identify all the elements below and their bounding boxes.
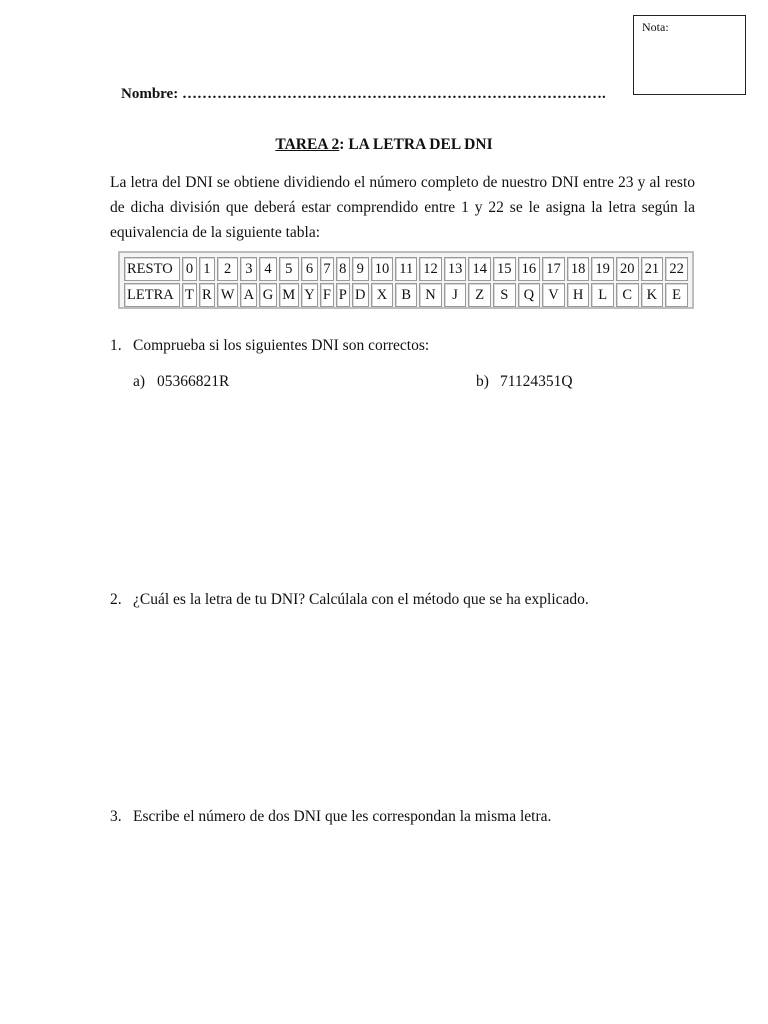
question-1: [110, 337, 429, 355]
letra-cell: V: [542, 283, 565, 307]
subitem-label: a): [133, 373, 146, 390]
name-line: Nombre: ………………………………………………………………………….: [121, 86, 606, 102]
intro-paragraph: [110, 170, 695, 245]
grade-label: Nota:: [642, 20, 669, 34]
question-3: [110, 808, 551, 826]
dni-table: [122, 255, 690, 309]
resto-cell: 6: [301, 257, 318, 281]
subitem-b: [476, 373, 573, 391]
subitem-value: 71124351Q: [500, 373, 573, 390]
resto-cell: 10: [371, 257, 394, 281]
intro-line: de dicha división que deberá estar comprendido entre 1 y 22 se le asigna la letra según la: [110, 199, 695, 216]
letra-cell: D: [352, 283, 369, 307]
question-text: Escribe el número de dos DNI que les correspondan la misma letra.: [133, 808, 552, 825]
question-number: 3.: [110, 808, 122, 825]
resto-cell: 7: [320, 257, 334, 281]
resto-cell: 22: [665, 257, 688, 281]
title-task-number: TAREA 2: [275, 136, 340, 153]
worksheet-title: [0, 136, 768, 154]
letra-cell: X: [371, 283, 394, 307]
dni-letter-table: [118, 251, 694, 309]
resto-cell: 8: [336, 257, 350, 281]
question-text: ¿Cuál es la letra de tu DNI? Calcúlala con el método que se ha explicado.: [133, 591, 589, 608]
resto-cell: 3: [240, 257, 257, 281]
question-number: 1.: [110, 337, 122, 354]
letra-cell: J: [444, 283, 467, 307]
resto-cell: 14: [468, 257, 491, 281]
letra-cell: S: [493, 283, 516, 307]
letra-cell: M: [279, 283, 299, 307]
resto-cell: 1: [199, 257, 215, 281]
letra-cell: E: [665, 283, 688, 307]
letra-cell: Y: [301, 283, 318, 307]
resto-cell: 11: [395, 257, 417, 281]
letra-cell: Q: [518, 283, 541, 307]
letra-cell: Z: [468, 283, 491, 307]
letra-cell: A: [240, 283, 257, 307]
letra-cell: W: [217, 283, 238, 307]
letra-cell: R: [199, 283, 215, 307]
resto-cell: 18: [567, 257, 590, 281]
resto-header: RESTO: [124, 257, 180, 281]
resto-cell: 17: [542, 257, 565, 281]
subitem-a: [133, 373, 229, 391]
resto-cell: 21: [641, 257, 664, 281]
grade-box: [633, 15, 746, 95]
letra-cell: N: [419, 283, 442, 307]
subitem-label: b): [476, 373, 489, 390]
question-2: [110, 591, 589, 609]
resto-cell: 19: [591, 257, 614, 281]
question-number: 2.: [110, 591, 122, 608]
question-text: Comprueba si los siguientes DNI son correctos:: [133, 337, 430, 354]
title-text: : LA LETRA DEL DNI: [339, 136, 493, 153]
resto-cell: 0: [182, 257, 197, 281]
letra-cell: H: [567, 283, 590, 307]
subitem-value: 05366821R: [157, 373, 230, 390]
resto-cell: 9: [352, 257, 369, 281]
letra-cell: G: [259, 283, 276, 307]
resto-row: [124, 257, 688, 281]
letra-row: [124, 283, 688, 307]
intro-line: La letra del DNI se obtiene dividiendo el número completo de nuestro DNI entre 23 y al resto: [110, 174, 695, 191]
resto-cell: 12: [419, 257, 442, 281]
letra-cell: C: [616, 283, 639, 307]
letra-cell: K: [641, 283, 664, 307]
letra-cell: P: [336, 283, 350, 307]
letra-header: LETRA: [124, 283, 180, 307]
resto-cell: 16: [518, 257, 541, 281]
letra-cell: F: [320, 283, 334, 307]
resto-cell: 4: [259, 257, 276, 281]
letra-cell: B: [395, 283, 417, 307]
resto-cell: 15: [493, 257, 516, 281]
resto-cell: 5: [279, 257, 299, 281]
resto-cell: 20: [616, 257, 639, 281]
resto-cell: 13: [444, 257, 467, 281]
letra-cell: L: [591, 283, 614, 307]
resto-cell: 2: [217, 257, 238, 281]
intro-line: equivalencia de la siguiente tabla:: [110, 224, 321, 241]
letra-cell: T: [182, 283, 197, 307]
